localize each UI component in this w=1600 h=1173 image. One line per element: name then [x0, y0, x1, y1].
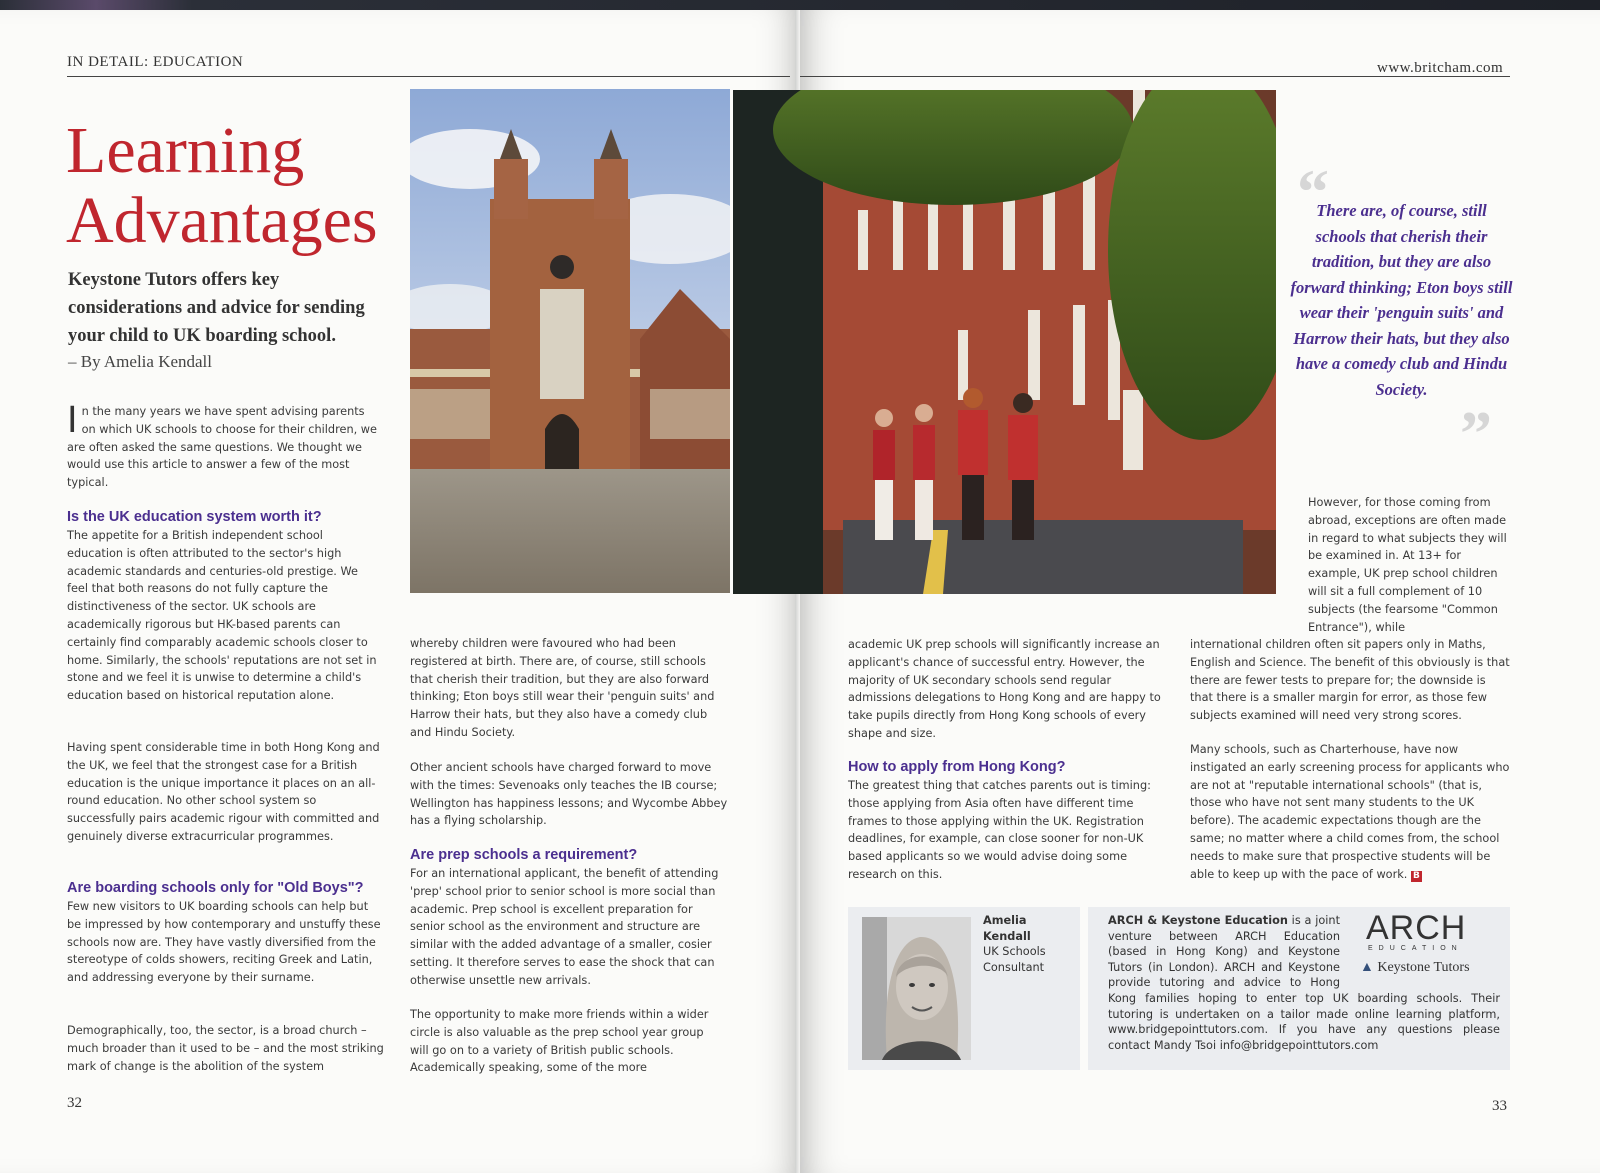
author-portrait-photo	[862, 917, 971, 1060]
logo-float-spacer	[1340, 909, 1500, 979]
keystone-logo-text: Keystone Tutors	[1377, 960, 1470, 975]
eton-college-tower-photo	[410, 89, 730, 593]
author-box	[848, 907, 1080, 1070]
drop-cap: I	[67, 399, 78, 441]
paragraph-5: whereby children were favoured who had been registered at birth. There are, of course, still schools that cherish their tradition, but they are also forward thinking; Eton boys still wear their 'penguin suits' and Harrow their hats, but they also have a comedy club and Hindu Society.	[410, 637, 715, 739]
subheading-prep-schools: Are prep schools a requirement?	[410, 847, 638, 863]
harrow-students-blazers-photo	[733, 90, 1276, 594]
paragraph-2: Having spent considerable time in both Hong Kong and the UK, we feel that the strongest case for a British education is the unique importance it places on an all-round education. No other school system so successfully pairs academic rigour with committed and genuinely diverse extracurricular programmes.	[67, 741, 380, 843]
subheading-apply-hk: How to apply from Hong Kong?	[848, 759, 1066, 775]
subheading-worth-it: Is the UK education system worth it?	[67, 509, 322, 525]
close-quote-mark: ”	[1460, 398, 1492, 469]
paragraph-1: The appetite for a British independent school education is often attributed to the sector's high academic standards and centuries-old prestige. We feel that both reasons do not fully capture the distinctiveness of the sector. UK schools are academically rigorous but HK-based parents can certainly find comparably academic schools closer to home. Similarly, the schools' reputations are not set in stone and we feel it is unwise to determine a child's education based on historical reputation alone.	[67, 529, 377, 703]
title-line-1: Learning	[66, 114, 305, 187]
page-number-left: 32	[67, 1095, 82, 1111]
pull-quote: There are, of course, still schools that cherish their tradition, but they are also forward thinking; Eton boys still wear their 'penguin suits' and Harrow their hats, but they also have a comedy club and Hindu Society.	[1290, 201, 1513, 399]
left-page	[0, 10, 800, 1173]
company-name: ARCH & Keystone Education	[1108, 914, 1288, 927]
company-description	[1108, 909, 1500, 1053]
subheading-old-boys: Are boarding schools only for "Old Boys"?	[67, 880, 364, 896]
standfirst: Keystone Tutors offers key considerations and advice for sending your child to UK boarding school.	[68, 270, 365, 346]
author-first-name: Amelia	[983, 914, 1027, 927]
page-number-right: 33	[1492, 1098, 1507, 1114]
paragraph-8: The opportunity to make more friends within a wider circle is also valuable as the prep school year group will go on to a variety of British public schools. Academically speaking, some of the more	[410, 1008, 709, 1075]
author-role-line-2: Consultant	[983, 960, 1045, 974]
paragraph-12: international children often sit papers only in Maths, English and Science. The benefit of this obviously is that there are fewer tests to prepare for; the downside is that there is a smaller margin for error, as those few subjects examined will need very strong scores.	[1190, 638, 1510, 723]
arch-logo-subtitle: EDUCATION	[1368, 945, 1463, 952]
paragraph-9: academic UK prep schools will significantly increase an applicant's chance of successful entry. However, the majority of UK secondary schools send regular admissions delegations to Hong Kong and are happy to take pupils directly from Hong Kong schools of every shape and size.	[848, 638, 1161, 740]
paragraph-7: For an international applicant, the benefit of attending 'prep' school prior to senior school is more social than academic. Prep school is excellent preparation for senior school as the environment and structure are similar with the added advantage of a smaller, cosier setting. It therefore serves to ease the shock that can otherwise unsettle new arrivals.	[410, 867, 719, 987]
paragraph-3: Few new visitors to UK boarding schools can help but be impressed by how contemporary and unstuffy these schools now are. They have vastly diversified from the stereotype of colds showers, reciting Greek and Latin, and addressing everyone by their surname.	[67, 900, 381, 985]
author-info	[983, 913, 1078, 975]
top-edge	[0, 0, 1600, 10]
paragraph-10: The greatest thing that catches parents out is timing: those applying from Asia often have different time frames to those applying within the UK. Registration deadlines, for example, can close sooner for non-UK based applicants so we would advise doing some research on this.	[848, 779, 1151, 881]
author-role-line-1: UK Schools	[983, 945, 1046, 959]
arch-logo: ARCH	[1366, 909, 1467, 947]
company-box	[1088, 907, 1510, 1070]
author-last-name: Kendall	[983, 929, 1031, 943]
paragraph-11: However, for those coming from abroad, exceptions are often made in regard to what subjects they will be examined in. At 13+ for example, UK prep school children will sit a full complement of 10 subjects (the fearsome "Common Entrance"), while	[1308, 496, 1507, 634]
keystone-shield-icon: ▲	[1360, 960, 1374, 975]
company-description-text: is a joint venture between ARCH Education (based in Hong Kong) and Keystone Tutors (in London). ARCH and Keystone provide tutoring and advice to Hong Kong families hoping to enter top UK boarding schools. Their tutoring is undertaken on a tailor made online learning platform, www.bridgepointtutors.com. If you have any questions please contact Mandy Tsoi info@bridgepointtutors.com	[1108, 914, 1500, 1052]
intro-text: n the many years we have spent advising parents on which UK schools to choose for their children, we are often asked the same questions. We thought we would use this article to answer a few of the most typical.	[67, 405, 377, 490]
header-rule-right	[800, 76, 1510, 77]
open-quote-mark: “	[1297, 156, 1329, 227]
right-page	[800, 10, 1600, 1173]
title-line-2: Advantages	[66, 184, 378, 257]
paragraph-13	[1190, 741, 1512, 883]
article-title	[66, 116, 378, 256]
website-header: www.britcham.com	[1377, 60, 1504, 76]
paragraph-6: Other ancient schools have charged forward to move with the times: Sevenoaks only teaches the IB course; Wellington has happiness lessons; and Wycombe Abbey has a flying scholarship.	[410, 761, 728, 828]
intro-paragraph	[67, 399, 381, 492]
header-rule	[67, 76, 790, 77]
paragraph-4: Demographically, too, the sector, is a broad church – much broader than it used to be – and the most striking mark of change is the abolition of the system	[67, 1024, 384, 1073]
paragraph-13-text: Many schools, such as Charterhouse, have now instigated an early screening process for applicants who are not at "reputable international schools" (that is, those who have not sent many students to the UK before). The academic expectations though are the same; no matter where a child comes from, the school needs to make sure that prospective students will be able to keep up with the pace of work.	[1190, 743, 1510, 881]
end-mark-icon: B	[1412, 870, 1420, 881]
section-header: IN DETAIL: EDUCATION	[67, 54, 244, 70]
byline: – By Amelia Kendall	[68, 352, 213, 371]
